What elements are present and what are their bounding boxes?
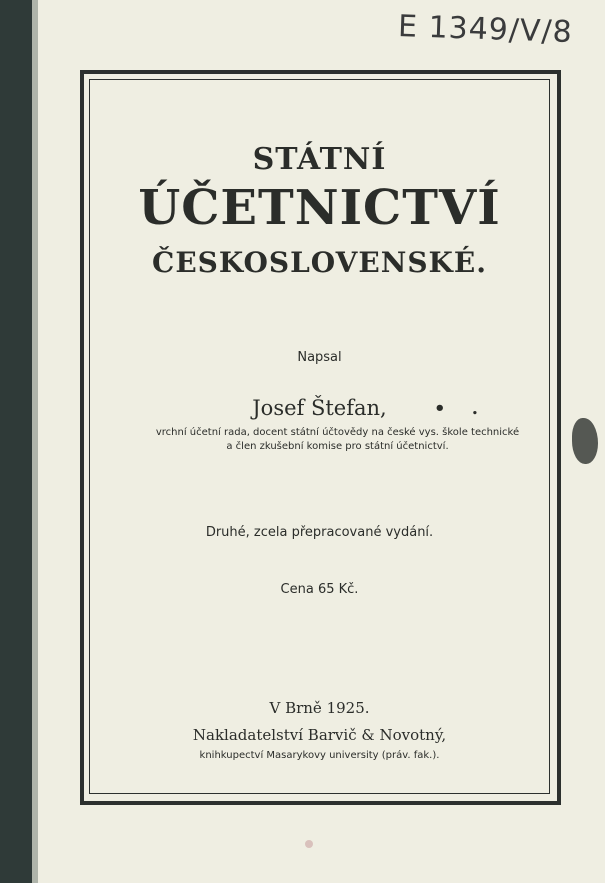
price: Cena 65 Kč. (280, 582, 359, 597)
spine-edge (32, 0, 38, 883)
title-line-1: STÁTNÍ (252, 142, 387, 177)
stamp-mark (305, 840, 313, 848)
edition-note: Druhé, zcela přepracované vydání. (205, 525, 434, 540)
byline-label: Napsal (297, 350, 342, 365)
author-description-line-2: a člen zkušební komise pro státní účetnictví. (226, 441, 449, 452)
author-description-line-1: vrchní účetní rada, docent státní účtovědy na české vys. škole technické (155, 427, 520, 438)
author-name: Josef Štefan, (252, 396, 387, 420)
title-line-3: ČESKOSLOVENSKÉ. (152, 246, 487, 279)
bookshop: knihkupectví Masarykovy university (práv. fak.). (199, 750, 440, 761)
author-description (92, 426, 547, 454)
ink-stain (572, 418, 598, 464)
title-line-2: ÚČETNICTVÍ (138, 180, 501, 236)
publisher: Nakladatelství Barvič & Novotný, (192, 726, 447, 744)
book-spine (0, 0, 32, 883)
place-and-year: V Brně 1925. (269, 699, 370, 717)
decorative-dots: • . (434, 398, 489, 419)
handwritten-shelfmark: E 1349/V/8 (397, 8, 574, 51)
